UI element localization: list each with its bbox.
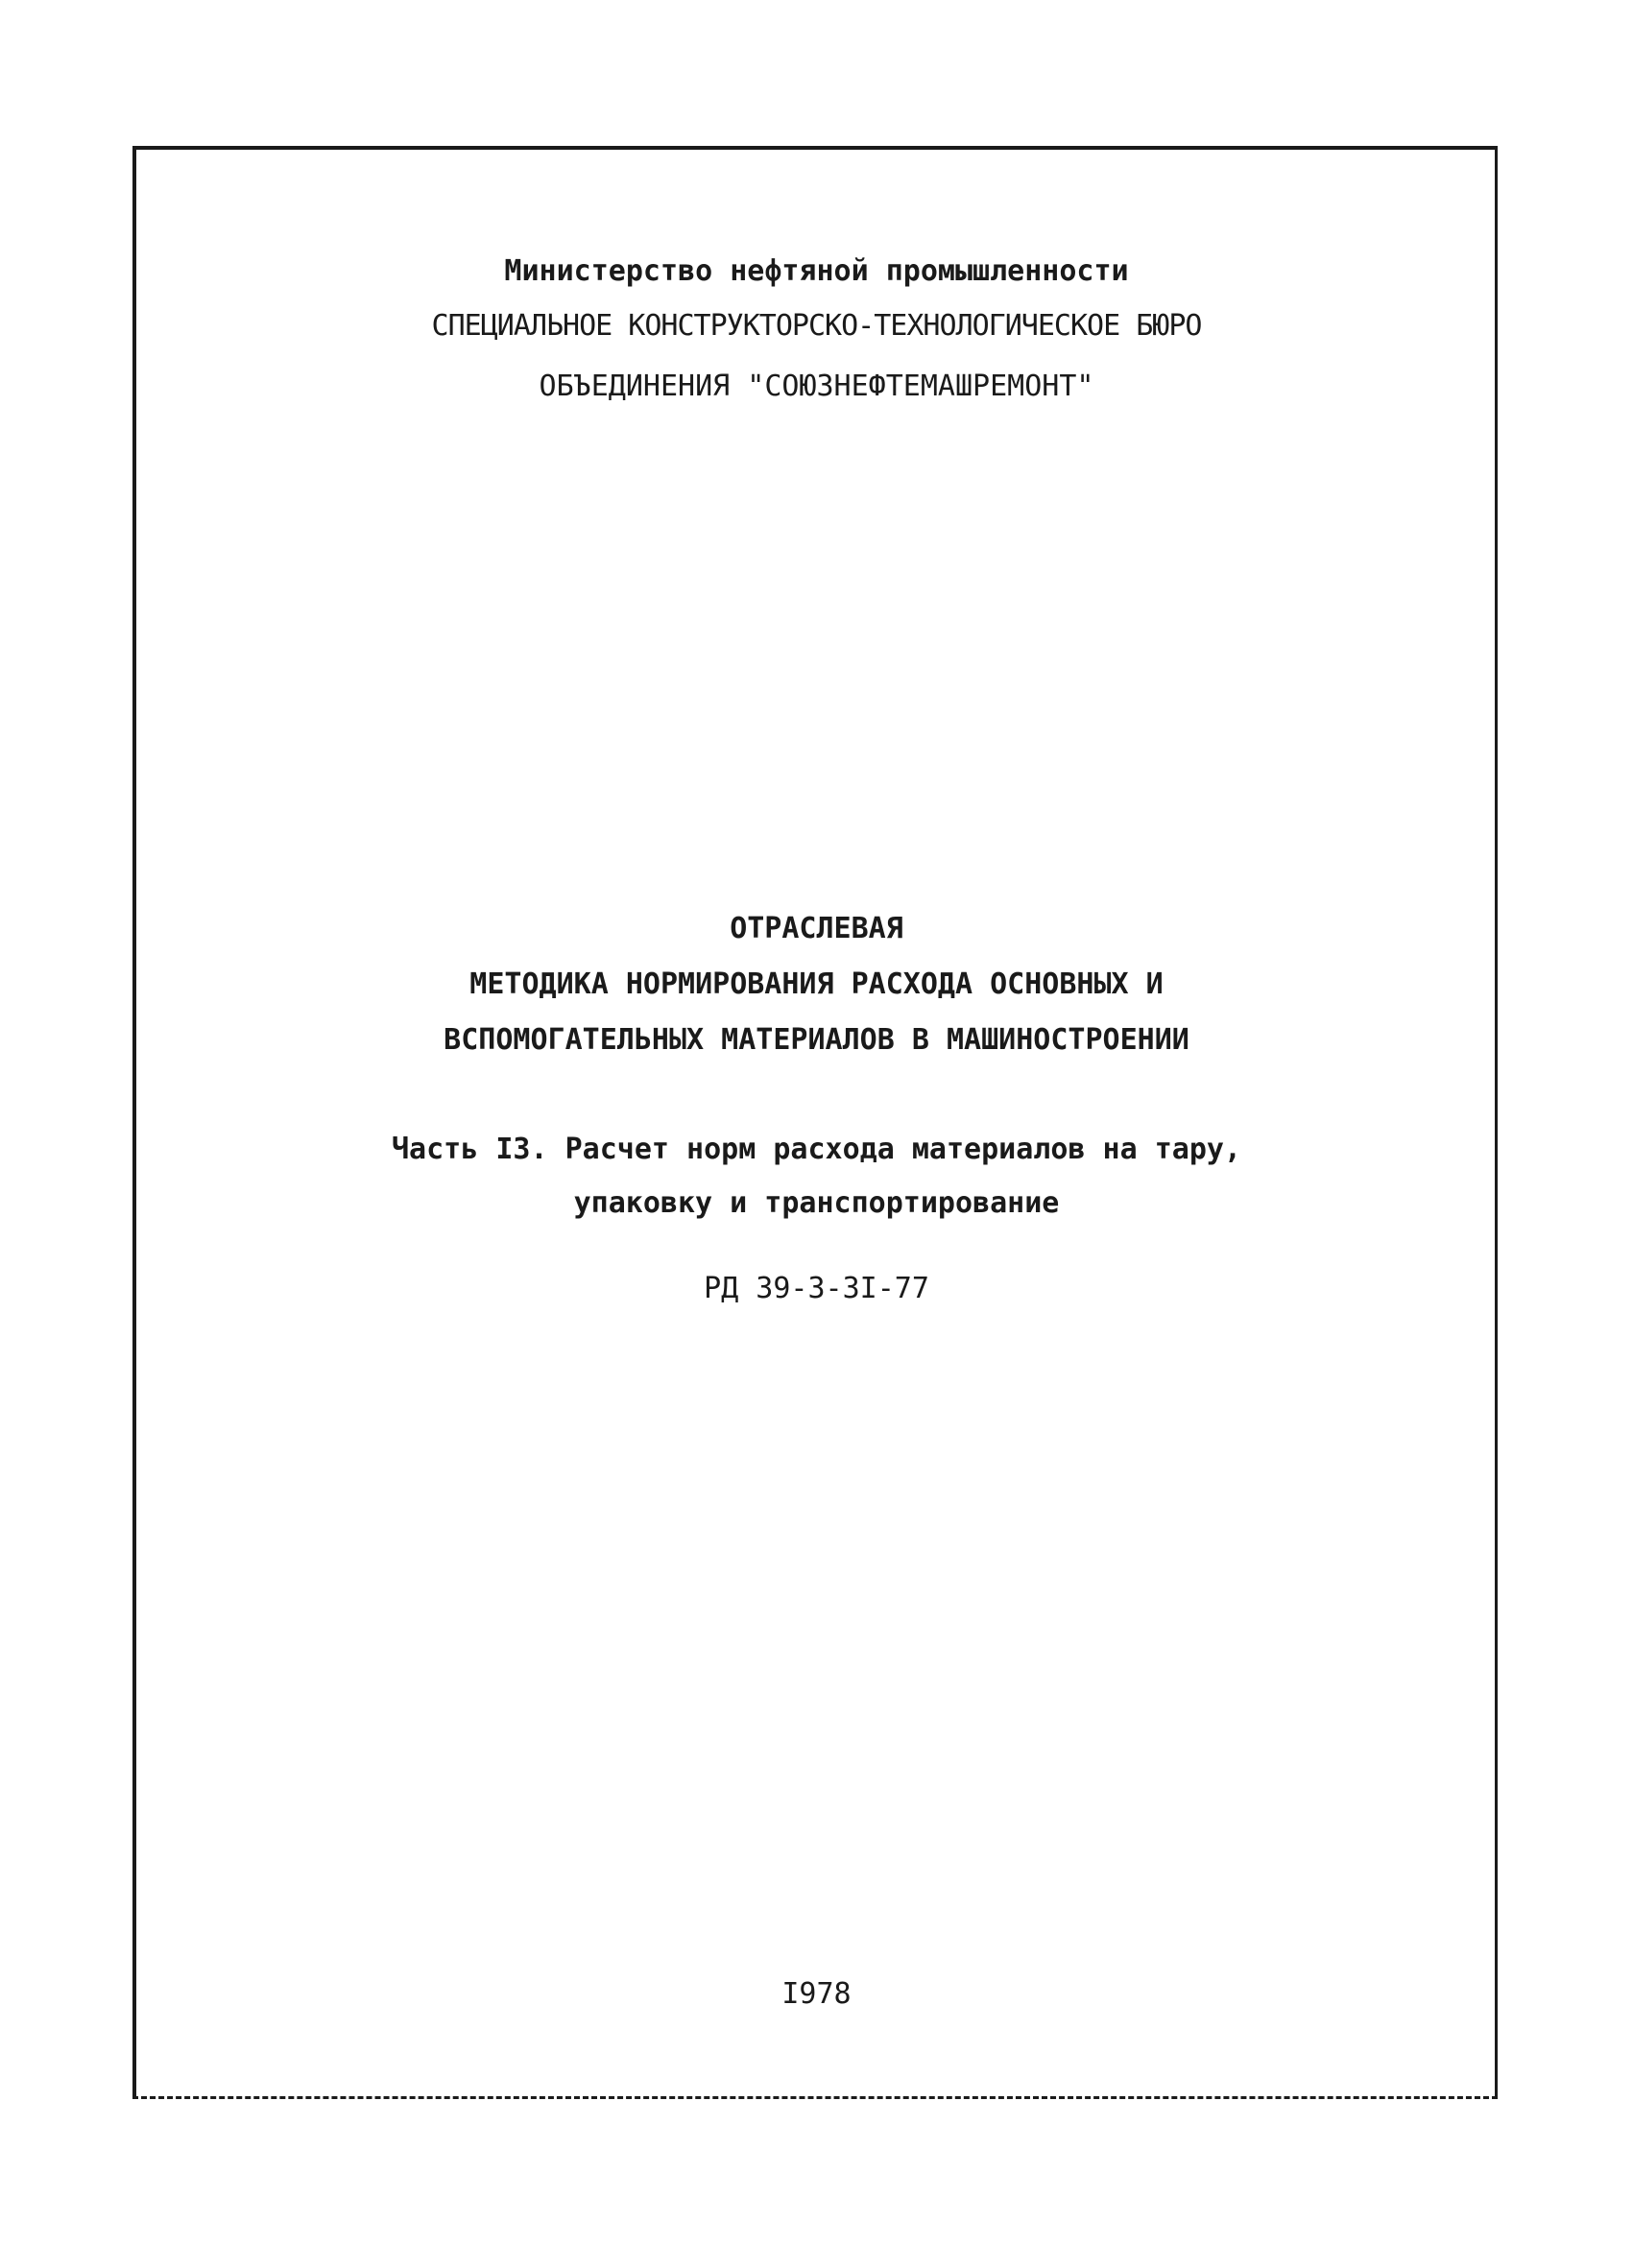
part-title-line-1: Часть I3. Расчет норм расхода материалов на тару, [391, 1133, 1241, 1166]
part-title-line-2: упаковку и транспортирование [573, 1186, 1060, 1220]
document-title-line-2: ВСПОМОГАТЕЛЬНЫХ МАТЕРИАЛОВ В МАШИНОСТРОЕНИИ [444, 1023, 1189, 1057]
page-frame [132, 146, 1498, 2099]
publication-year: I978 [781, 1977, 852, 2011]
document-title-line-1: МЕТОДИКА НОРМИРОВАНИЯ РАСХОДА ОСНОВНЫХ И [469, 967, 1164, 1001]
association-name: ОБЪЕДИНЕНИЯ "СОЮЗНЕФТЕМАШРЕМОНТ" [539, 370, 1094, 403]
bureau-name: СПЕЦИАЛЬНОЕ КОНСТРУКТОРСКО-ТЕХНОЛОГИЧЕСКОЕ БЮРО [431, 309, 1202, 343]
document-sector: ОТРАСЛЕВАЯ [730, 912, 903, 945]
document-code: РД 39-3-3I-77 [704, 1272, 929, 1305]
ministry-name: Министерство нефтяной промышленности [504, 254, 1129, 288]
